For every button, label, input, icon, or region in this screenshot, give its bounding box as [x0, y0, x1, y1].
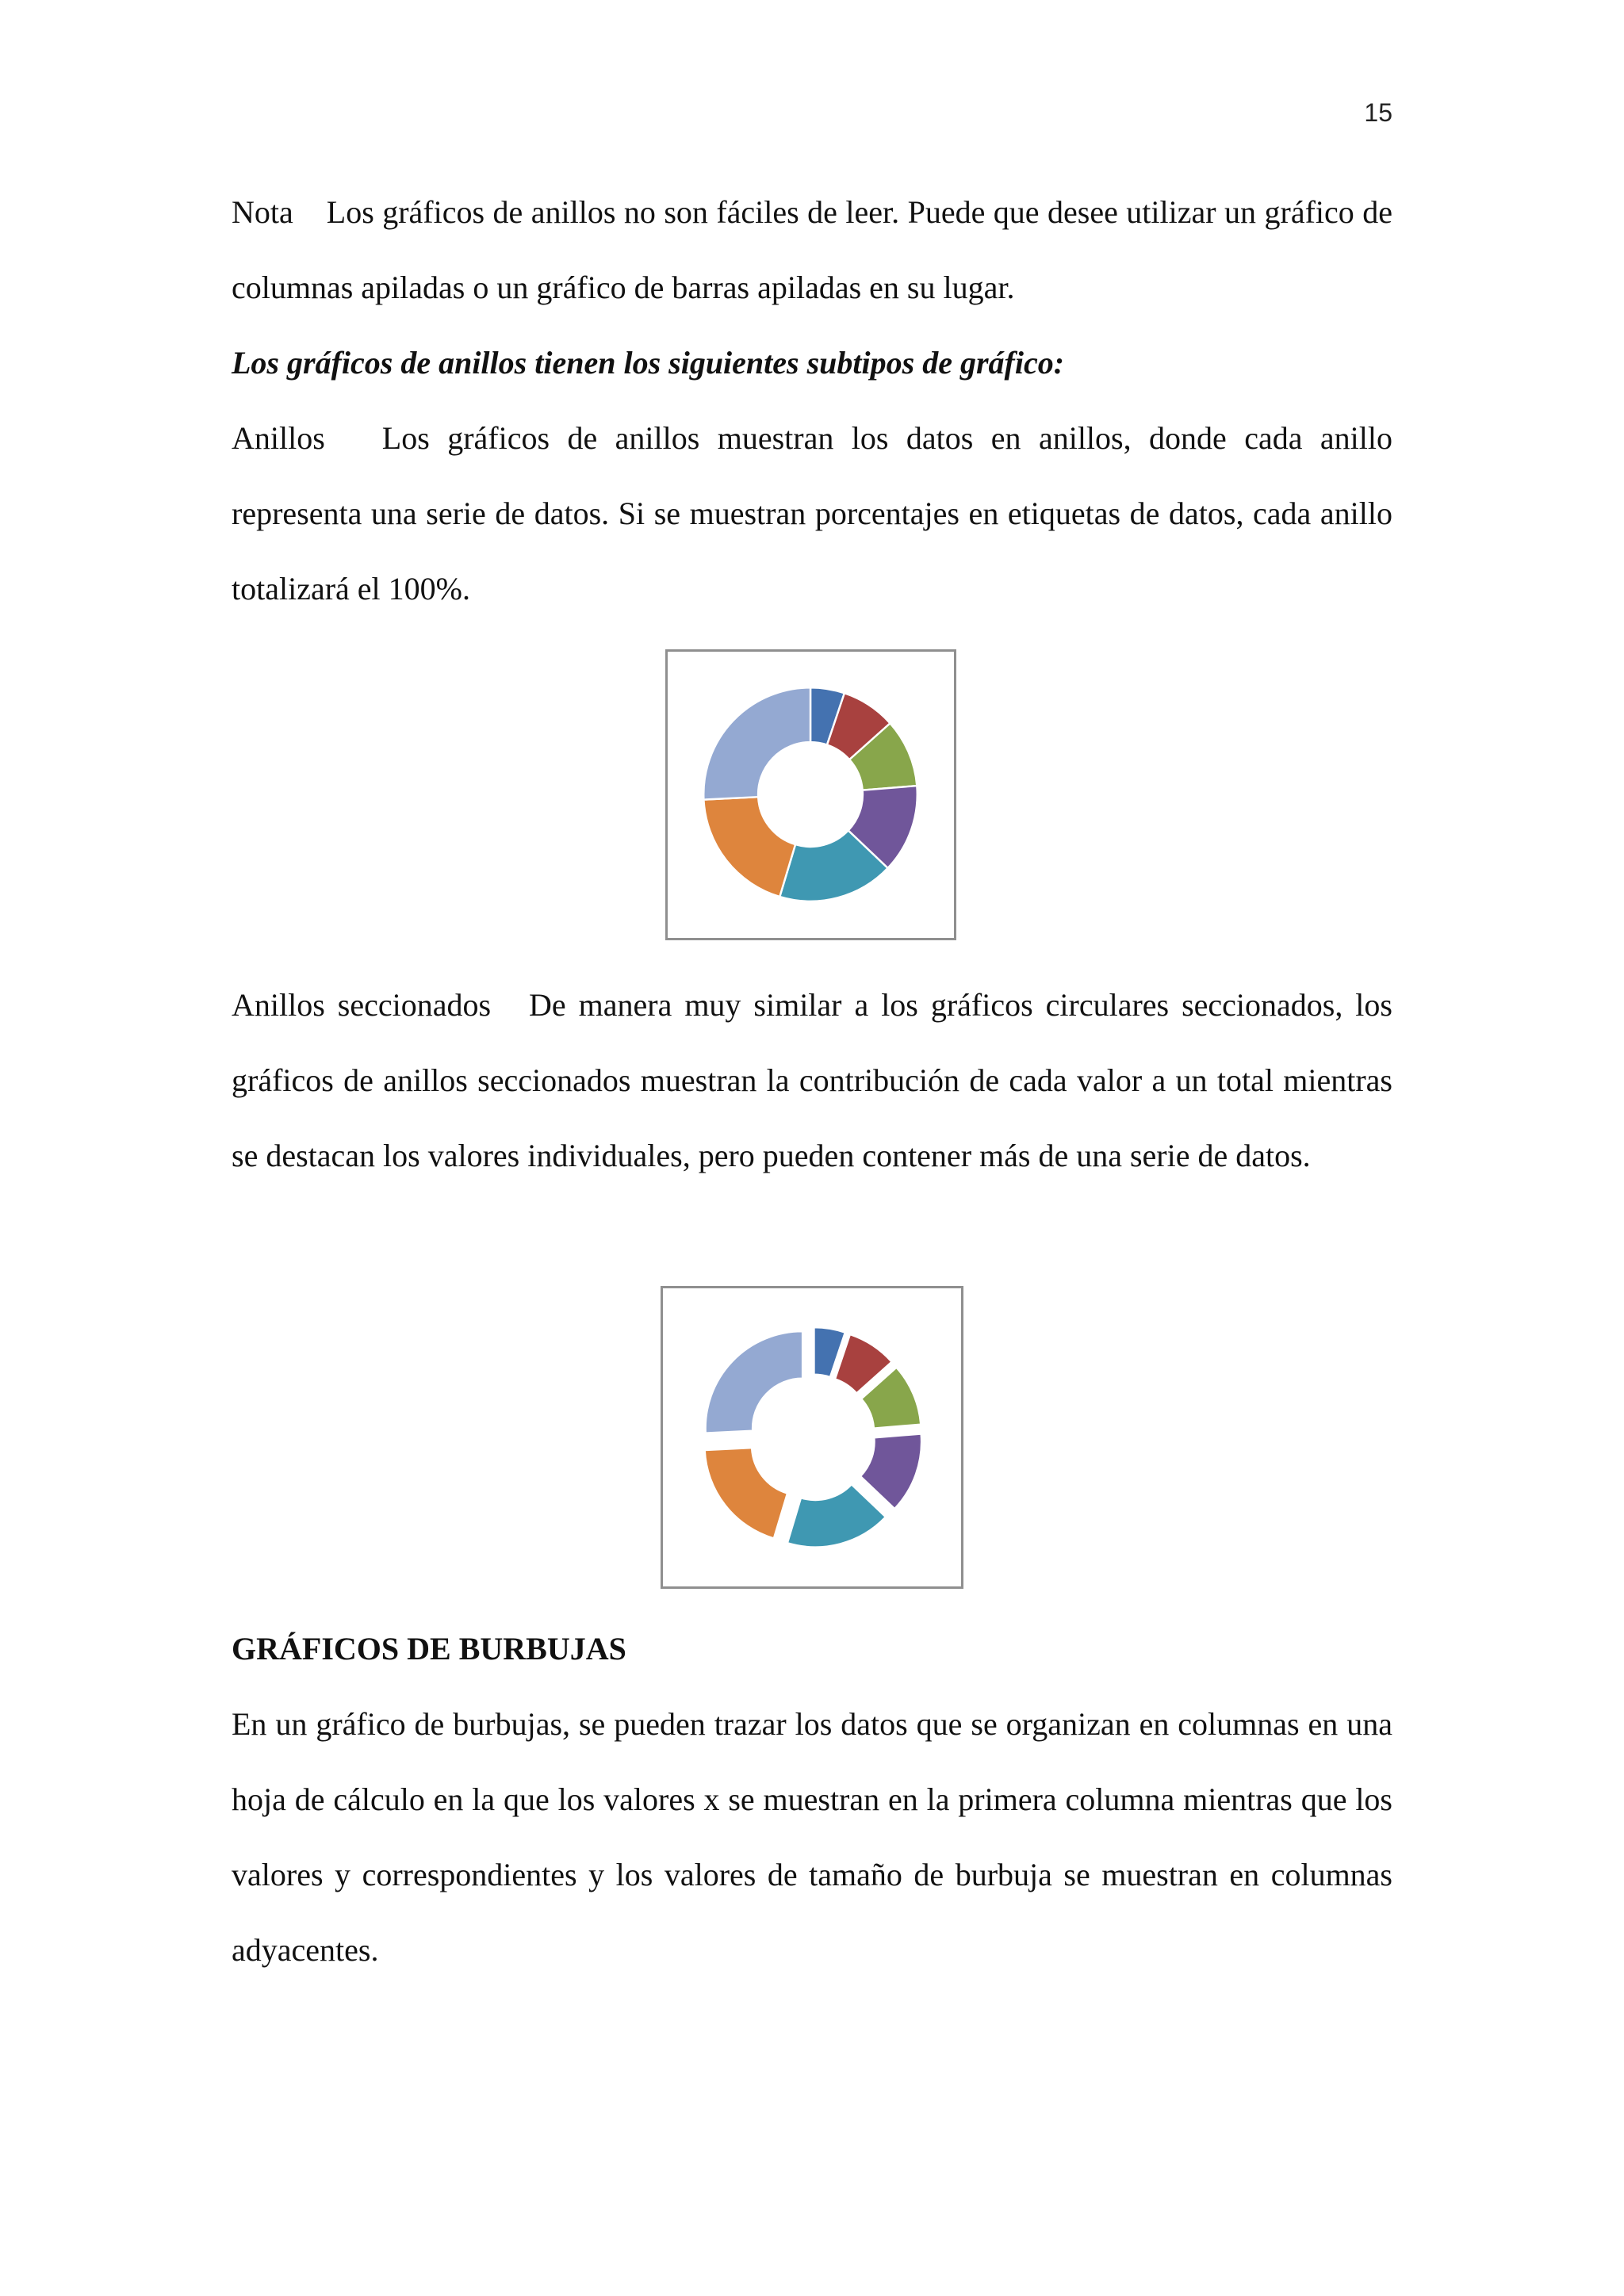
bubble-heading: GRÁFICOS DE BURBUJAS — [232, 1631, 626, 1667]
note-paragraph — [232, 174, 1392, 325]
text-block-intro — [232, 174, 1392, 626]
page-number: 15 — [1364, 98, 1392, 127]
anillos-term: Anillos — [232, 420, 325, 456]
bubble-paragraph: En un gráfico de burbujas, se pueden trazar los datos que se organizan en columnas en una hoja de cálculo en la que los valores x se muestran en la primera columna mientras que los valores y correspondientes y los valores de tamaño de burbuja se muestran en columnas adyacentes. — [232, 1706, 1392, 1968]
text-block-bubbles — [232, 1611, 1392, 1988]
exploded-doughnut-chart — [663, 1288, 961, 1586]
text-block-exploded — [232, 967, 1392, 1193]
doughnut-slice-7 — [706, 1331, 802, 1433]
anillos-text: Los gráficos de anillos muestran los datos en anillos, donde cada anillo representa una serie de datos. Si se muestran porcentajes en etiquetas de datos, cada anillo totalizará el 100%. — [232, 420, 1392, 607]
subtypes-heading: Los gráficos de anillos tienen los siguientes subtipos de gráfico: — [232, 345, 1065, 381]
doughnut-slice-7 — [703, 687, 810, 799]
doughnut-slice-6 — [705, 1448, 787, 1538]
note-text: Los gráficos de anillos no son fáciles de leer. Puede que desee utilizar un gráfico de columnas apiladas o un gráfico de barras apiladas en su lugar. — [232, 194, 1392, 305]
doughnut-chart-figure — [665, 649, 956, 940]
anillos-paragraph — [232, 400, 1392, 626]
exploded-doughnut-chart-figure — [661, 1286, 963, 1589]
doughnut-chart — [668, 652, 954, 938]
doughnut-slice-5 — [787, 1485, 885, 1548]
anillos-seccionados-text: De manera muy similar a los gráficos circulares seccionados, los gráficos de anillos seccionados muestran la contribución de cada valor a un total mientras se destacan los valores individuales, pero pueden contener más de una serie de datos. — [232, 987, 1392, 1173]
note-term: Nota — [232, 194, 293, 230]
doughnut-slice-4 — [860, 1434, 921, 1509]
anillos-seccionados-term: Anillos seccionados — [232, 987, 492, 1023]
anillos-seccionados-paragraph — [232, 967, 1392, 1193]
doughnut-slice-6 — [703, 797, 795, 897]
